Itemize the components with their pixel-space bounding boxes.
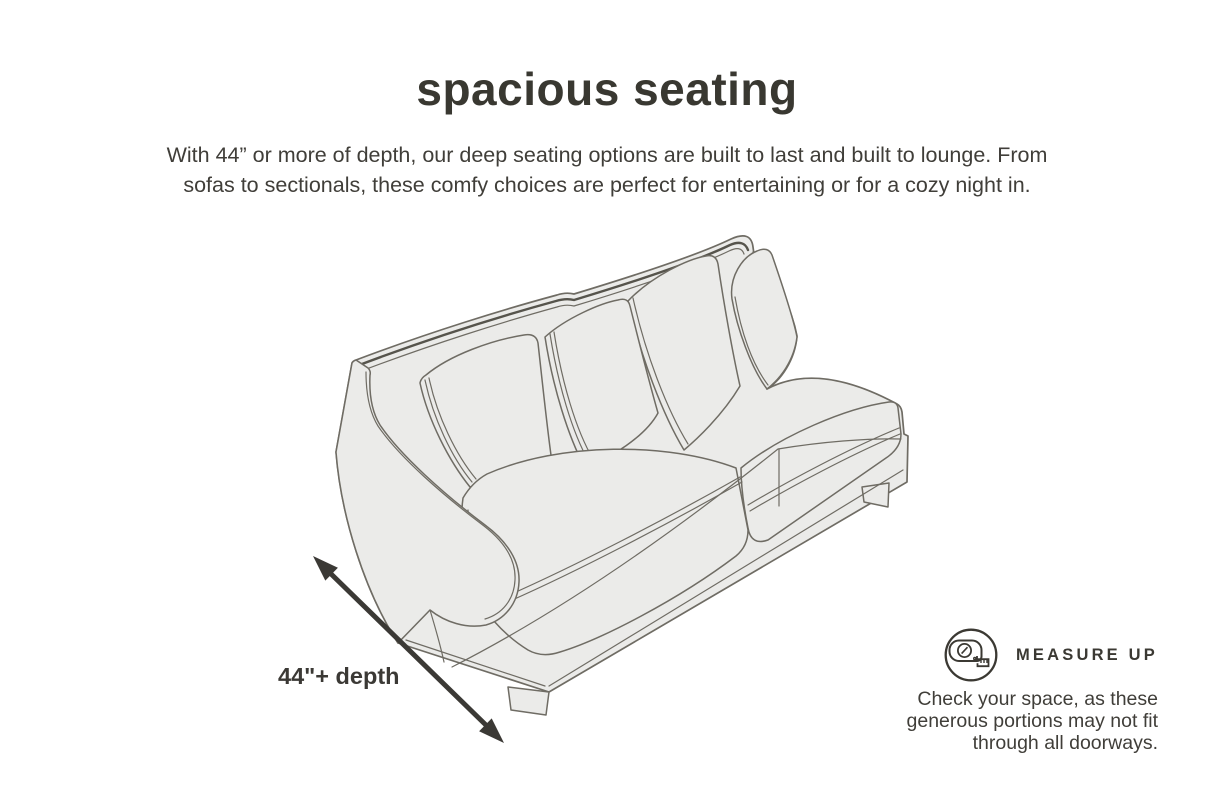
measure-up-heading: MEASURE UP xyxy=(1015,645,1158,664)
measure-up-header xyxy=(888,627,1158,683)
tape-measure-icon xyxy=(943,627,999,683)
sofa-illustration xyxy=(250,215,950,770)
depth-dimension-label: 44"+ depth xyxy=(278,663,400,689)
sofa-drawing xyxy=(336,236,908,715)
sofa-front-foot xyxy=(508,687,549,715)
measure-up-section xyxy=(888,627,1158,754)
measure-up-line: through all doorways. xyxy=(972,732,1158,754)
page-title: spacious seating xyxy=(416,63,798,115)
intro-text xyxy=(0,140,1214,200)
intro-line: With 44” or more of depth, our deep seating options are built to last and built to lounge. From xyxy=(166,143,1048,167)
intro-line: sofas to sectionals, these comfy choices are perfect for entertaining or for a cozy night in. xyxy=(183,173,1031,197)
measure-up-text xyxy=(888,688,1158,754)
measure-up-line: generous portions may not fit xyxy=(906,710,1158,732)
measure-up-line: Check your space, as these xyxy=(917,688,1158,710)
